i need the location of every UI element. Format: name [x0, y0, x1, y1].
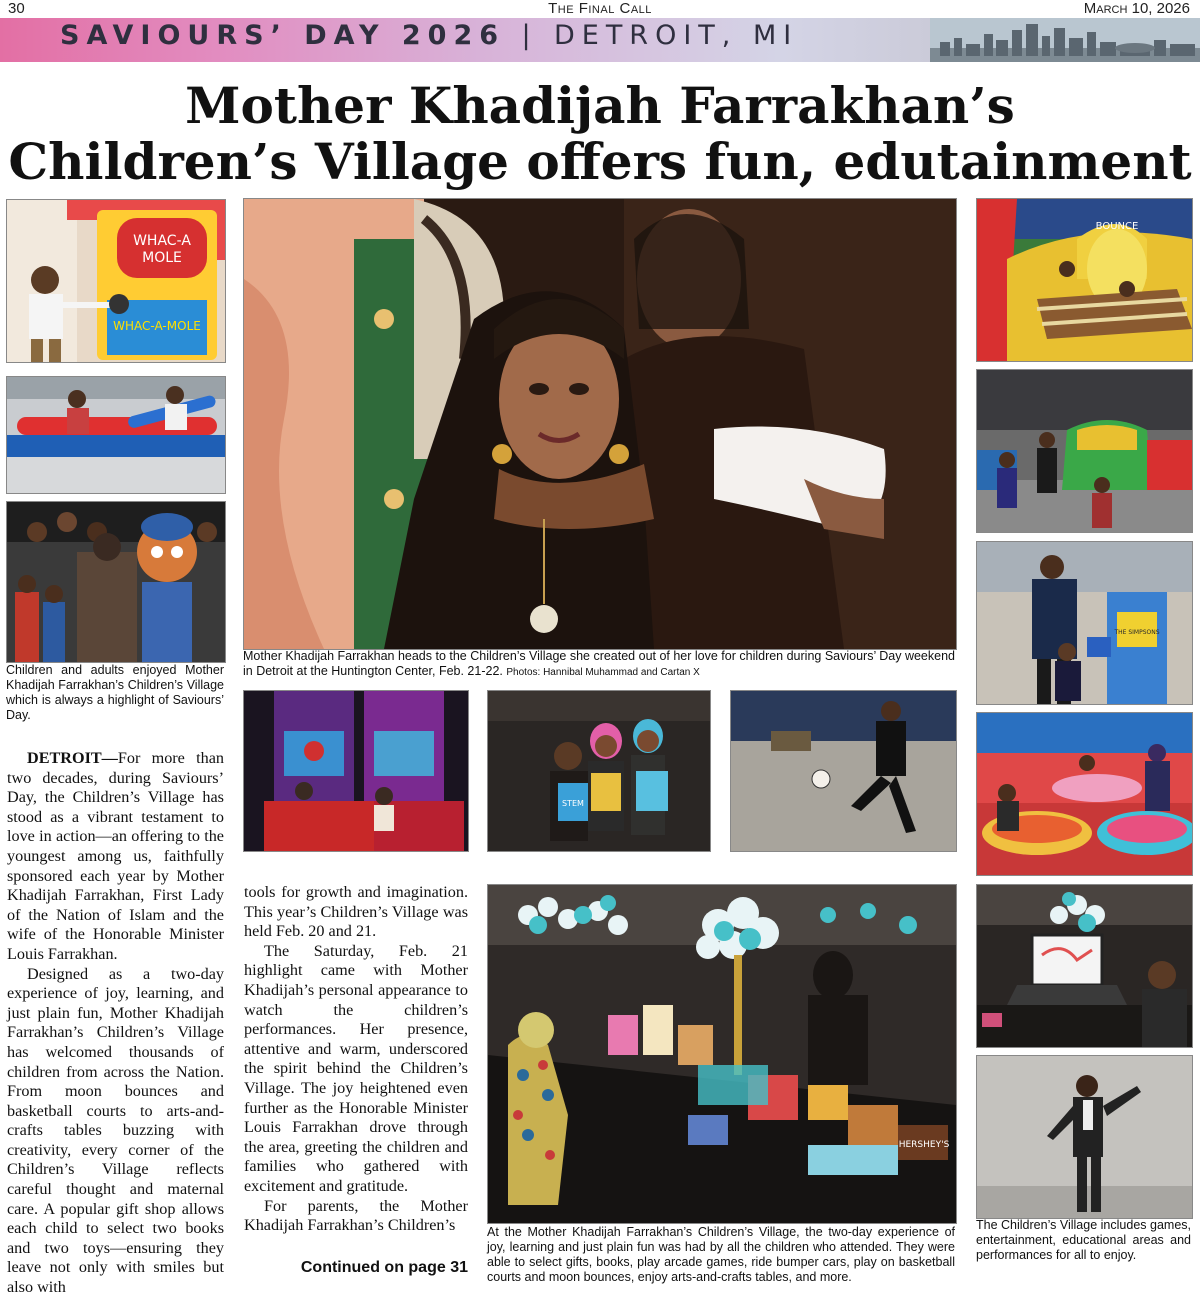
banner-location: DETROIT, MI: [553, 20, 799, 51]
publication-name: The Final Call: [548, 0, 652, 17]
article-dateline: DETROIT—: [27, 749, 118, 767]
photo-arcade-games: [243, 690, 469, 852]
photo-boy-soccer: [730, 690, 957, 852]
page-number: 30: [8, 0, 25, 17]
article-column-1: [7, 749, 224, 1298]
banner-separator: |: [521, 20, 538, 51]
photo-credit: Photos: Hannibal Muhammad and Cartan X: [506, 667, 700, 678]
photo-bumper-cars: [976, 712, 1193, 876]
article-paragraph-2-continued: tools for growth and imagination. This year’s Children’s Village was held Feb. 20 and 21.: [244, 883, 468, 941]
bounce-banner: BOUNCE: [1095, 221, 1139, 232]
banner-event: SAVIOURS’ DAY 2026: [60, 20, 506, 51]
detroit-skyline-image: [930, 18, 1200, 62]
whac-sign-line-1: WHAC-A: [133, 233, 191, 249]
photo-gift-shop: [487, 884, 957, 1224]
headline-line-1: Mother Khadijah Farrakhan’s: [185, 76, 1015, 135]
photo-performer-singing: [976, 1055, 1193, 1219]
article-paragraph-1: [7, 749, 224, 965]
caption-gift-shop: At the Mother Khadijah Farrakhan’s Children’s Village, the two-day experience of joy, learning and just plain fun was had by all the children who attended. They were able to select gifts, books, play arcade games, ride bumper cars, play on basketball courts and moon bounces, enjoy arts-and-crafts tables, and more.: [487, 1225, 955, 1284]
photo-arcade-simpsons: [976, 541, 1193, 705]
caption-left-photos: Children and adults enjoyed Mother Khadijah Farrakhan’s Children’s Village which is always a highlight of Saviours’ Day.: [6, 663, 224, 722]
article-paragraph-3: The Saturday, Feb. 21 highlight came with Mother Khadijah’s personal appearance to watch the children’s performances. Her presence, attentive and warm, underscored the spirit behind the Children’s Village. The joy heightened even further as the Honorable Minister Louis Farrakhan drove through the area, greeting the children and families who gathered with excitement and gratitude.: [244, 941, 468, 1195]
article-column-2: [244, 883, 468, 1236]
issue-date: March 10, 2026: [1083, 0, 1190, 17]
book-cover-label: STEM: [562, 799, 584, 808]
continued-on-page-link[interactable]: Continued on page 31: [300, 1259, 468, 1276]
photo-mascot-crowd: [6, 501, 226, 663]
caption-main-text: Mother Khadijah Farrakhan heads to the Children’s Village she created out of her love for children during Saviours’ Day weekend in Detroit at the Huntington Center, Feb. 21-22.: [243, 649, 955, 678]
caption-performer: The Children’s Village includes games, entertainment, educational areas and performances for all to enjoy.: [976, 1218, 1191, 1262]
banner-title: [60, 20, 798, 51]
headline-line-2: Children’s Village offers fun, edutainment: [8, 132, 1192, 191]
whac-machine-label: WHAC-A-MOLE: [113, 319, 201, 333]
photo-laptop-station: [976, 884, 1193, 1048]
article-paragraph-4: For parents, the Mother Khadijah Farrakhan’s Children’s: [244, 1196, 468, 1235]
photo-moon-bounce: [976, 198, 1193, 362]
product-sign: HERSHEY'S: [898, 1140, 950, 1150]
arcade-cabinet-title: THE SIMPSONS: [1114, 629, 1160, 636]
article-paragraph-2: Designed as a two-day experience of joy, learning, and just plain fun, Mother Khadijah Farrakhan’s Children’s Village has welcomed thousands of children from across the Nation. From moon bounces and basketball courts to arts-and-crafts tables buzzing with creativity, every corner of the Children’s Village reflects careful thought and maternal care. A popular gift shop allows each child to select two books and two toys—ensuring they leave not only with smiles but also with: [7, 964, 224, 1297]
photo-hall-inflatables: [976, 369, 1193, 533]
article-paragraph-1-text: For more than two decades, during Saviours’ Day, the Children’s Village has stood as a vibrant testament to love in action—an offering to the youngest among us, faithfully sponsored each year by Mother Khadijah Farrakhan, First Lady of the Nation of Islam and the wife of the Honorable Minister Louis Farrakhan.: [7, 749, 224, 963]
photo-whac-a-mole: [6, 199, 226, 363]
photo-main-mother-khadijah: [243, 198, 957, 650]
whac-sign-line-2: MOLE: [142, 250, 182, 266]
photo-children-with-books: [487, 690, 711, 852]
photo-joust-game: [6, 376, 226, 494]
caption-main-photo: [243, 649, 955, 680]
